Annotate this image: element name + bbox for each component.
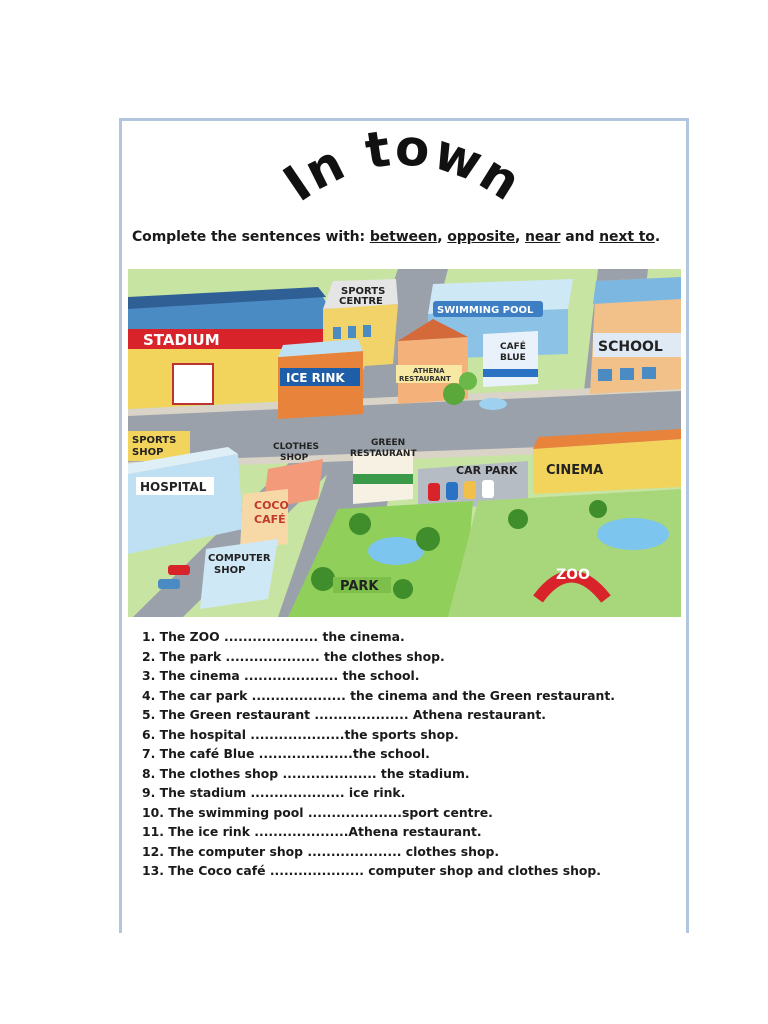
- computer-shop-label-2: SHOP: [214, 565, 246, 576]
- park-label: PARK: [340, 579, 379, 594]
- swimming-pool-label: SWIMMING POOL: [437, 305, 534, 316]
- green-restaurant-label-2: RESTAURANT: [350, 449, 417, 459]
- stadium-label: STADIUM: [143, 331, 220, 349]
- exercise-item: 9. The stadium .................... ice rink.: [142, 785, 406, 800]
- cafe-blue-label-2: BLUE: [500, 353, 526, 363]
- sports-shop-label-2: SHOP: [132, 447, 164, 458]
- coco-cafe-label-2: CAFÉ: [254, 513, 286, 526]
- sports-shop-label-1: SPORTS: [132, 435, 177, 446]
- hospital-label: HOSPITAL: [140, 480, 207, 494]
- athena-label-2: RESTAURANT: [399, 375, 451, 383]
- exercise-item: 6. The hospital ....................the sports shop.: [142, 726, 459, 742]
- sports-centre-label-1: SPORTS: [341, 286, 386, 297]
- sports-centre-label-2: CENTRE: [339, 296, 383, 307]
- exercise-item: 10. The swimming pool ....................sport centre.: [142, 804, 493, 820]
- worksheet-title: [272, 125, 532, 221]
- green-restaurant-label-1: GREEN: [371, 438, 406, 448]
- cafe-blue-label-1: CAFÉ: [500, 342, 526, 352]
- separator: .: [654, 229, 661, 245]
- keyword-next-to: next to: [599, 229, 655, 245]
- clothes-shop-label-1: CLOTHES: [273, 442, 319, 452]
- school-label: SCHOOL: [598, 339, 663, 355]
- clothes-shop-label-2: SHOP: [280, 453, 309, 463]
- exercise-list: [142, 627, 615, 881]
- keyword-between: between: [369, 229, 438, 245]
- coco-cafe-label-1: COCO: [254, 499, 289, 512]
- computer-shop-label-1: COMPUTER: [208, 553, 271, 564]
- exercise-item: 11. The ice rink ....................Athena restaurant.: [142, 824, 482, 839]
- separator: ,: [437, 229, 448, 245]
- car-park-label: CAR PARK: [456, 464, 518, 477]
- exercise-item: 7. The café Blue ....................the school.: [142, 746, 430, 761]
- instruction-line: [132, 229, 660, 245]
- exercise-item: 12. The computer shop .................... clothes shop.: [142, 843, 500, 859]
- town-map-illustration: [128, 269, 681, 617]
- instruction-lead: Complete the sentences with:: [132, 229, 370, 245]
- separator: ,: [515, 229, 526, 245]
- exercise-item: 3. The cinema .................... the school.: [142, 668, 420, 683]
- exercise-item: 4. The car park .................... the cinema and the Green restaurant.: [142, 687, 615, 703]
- ice-rink-label: ICE RINK: [286, 371, 345, 385]
- separator: and: [560, 229, 600, 245]
- exercise-item: 13. The Coco café .................... computer shop and clothes shop.: [142, 863, 601, 878]
- exercise-item: 2. The park .................... the clothes shop.: [142, 648, 445, 664]
- cinema-label: CINEMA: [546, 463, 604, 478]
- title-text: In town: [273, 125, 532, 213]
- exercise-item: 1. The ZOO .................... the cinema.: [142, 629, 405, 644]
- exercise-item: 8. The clothes shop .................... the stadium.: [142, 765, 470, 781]
- athena-label-1: ATHENA: [413, 367, 445, 375]
- svg-text:In town: [273, 125, 532, 213]
- keyword-opposite: opposite: [447, 229, 516, 245]
- town-map: [128, 269, 681, 617]
- worksheet: [119, 118, 689, 933]
- zoo-label: ZOO: [556, 567, 590, 583]
- keyword-near: near: [525, 229, 561, 245]
- exercise-item: 5. The Green restaurant .................... Athena restaurant.: [142, 707, 546, 722]
